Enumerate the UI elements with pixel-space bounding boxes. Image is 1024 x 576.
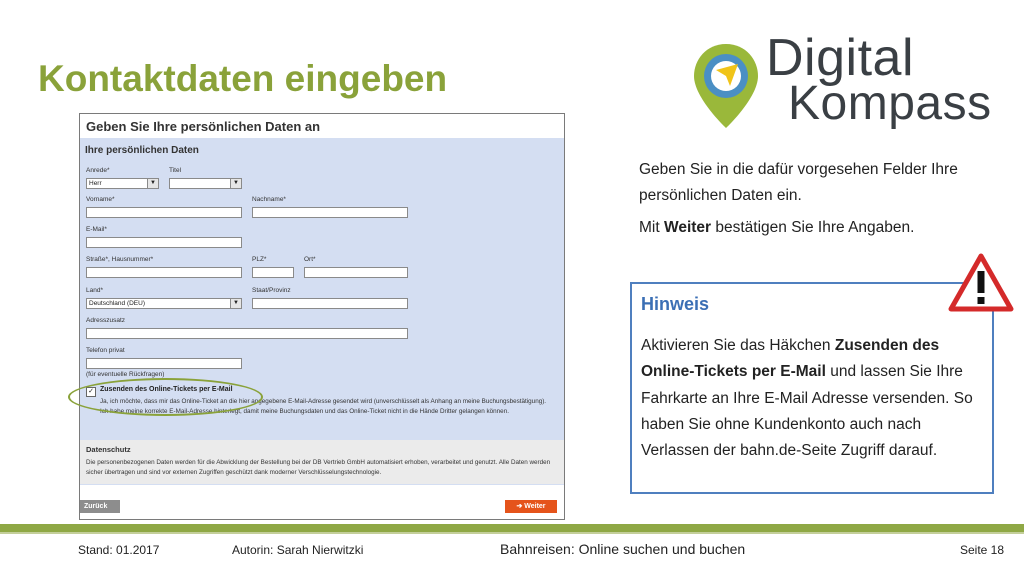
nachname-label: Nachname* <box>252 196 286 203</box>
hint-text-suffix: und lassen Sie Ihre Fahrkarte an Ihre E-Mail Adresse versenden. So haben Sie ohne Kundenkonto auch nach Verlassen der bahn.de-Seite Zugriff darauf. <box>641 363 973 460</box>
checkbox-description: Ja, ich möchte, dass mir das Online-Ticket an die hier angegebene E-Mail-Adresse gesendet wird (unverschlüsselt als Anhang an meine Buchungsbestätigung). Ich habe meine korrekte E-Mail-Adresse hinterlegt, damit meine Buchungsdaten und das Online-Ticket nicht in die Hände Dritter gelangen können. <box>100 398 547 415</box>
titel-select[interactable] <box>169 178 242 189</box>
hint-text-prefix: Aktivieren Sie das Häkchen <box>641 337 835 354</box>
nachname-input[interactable] <box>252 207 408 218</box>
ort-input[interactable] <box>304 267 408 278</box>
adresszusatz-label: Adresszusatz <box>86 317 126 324</box>
checkbox-label: Zusenden des Online-Tickets per E-Mail <box>100 386 233 393</box>
plz-input[interactable] <box>252 267 294 278</box>
land-label: Land* <box>86 287 103 294</box>
instruction-p2-bold: Weiter <box>663 219 712 236</box>
telefon-hint: (für eventuelle Rückfragen) <box>86 371 165 378</box>
chevron-down-icon: ▼ <box>230 179 241 188</box>
contact-form-screenshot <box>79 113 565 520</box>
logo-text-line1: Digital <box>766 29 914 87</box>
instruction-p2-suffix: bestätigen Sie Ihre Angaben. <box>711 219 915 236</box>
anrede-label: Anrede* <box>86 167 110 174</box>
slide-title: Kontaktdaten eingeben <box>38 58 448 99</box>
anrede-select[interactable] <box>86 178 159 189</box>
hint-title: Hinweis <box>641 294 710 314</box>
warning-icon <box>948 253 1014 313</box>
location-pin-icon <box>694 44 758 128</box>
strasse-input[interactable] <box>86 267 242 278</box>
ort-label: Ort* <box>304 256 316 263</box>
hint-box <box>630 282 994 494</box>
datenschutz-text: Die personenbezogenen Daten werden für die Abwicklung der Bestellung bei der DB Vertrieb GmbH automatisiert erhoben, verarbeitet und genutzt. Alle Daten werden sicher übertragen und sind vor externen Zugriffen geschützt dank moderner Verschlüsselungstechnologie. <box>86 459 551 476</box>
footer-stand: Stand: 01.2017 <box>78 543 160 557</box>
chevron-down-icon: ▼ <box>147 179 158 188</box>
footer-autorin: Autorin: Sarah Nierwitzki <box>232 543 364 557</box>
strasse-label: Straße*, Hausnummer* <box>86 256 154 263</box>
form-subheading: Ihre persönlichen Daten <box>85 145 199 156</box>
next-button[interactable] <box>505 500 557 513</box>
highlight-oval <box>68 378 263 416</box>
form-body <box>80 138 564 485</box>
chevron-down-icon: ▼ <box>230 299 241 308</box>
land-select[interactable] <box>86 298 242 309</box>
adresszusatz-input[interactable] <box>86 328 408 339</box>
telefon-label: Telefon privat <box>86 347 125 354</box>
footer-bar <box>0 524 1024 532</box>
next-button-label: Weiter <box>524 503 546 510</box>
titel-label: Titel <box>169 167 182 174</box>
footer-topic: Bahnreisen: Online suchen und buchen <box>500 541 746 557</box>
footer-bar-accent <box>0 532 1024 534</box>
telefon-input[interactable] <box>86 358 242 369</box>
instruction-p2-prefix: Mit <box>639 219 664 236</box>
staat-input[interactable] <box>252 298 408 309</box>
datenschutz-title: Datenschutz <box>86 445 131 454</box>
email-input[interactable] <box>86 237 242 248</box>
back-button-label: Zurück <box>84 503 108 510</box>
land-value: Deutschland (DEU) <box>89 300 145 307</box>
staat-label: Staat/Provinz <box>252 287 291 294</box>
form-heading: Geben Sie Ihre persönlichen Daten an <box>80 114 564 138</box>
instruction-paragraph-1: Geben Sie in die dafür vorgesehen Felder Ihre persönlichen Daten ein. <box>639 161 958 204</box>
vorname-input[interactable] <box>86 207 242 218</box>
arrow-right-icon: ➔ <box>516 503 525 510</box>
email-ticket-checkbox[interactable]: ✓ <box>86 387 96 397</box>
instruction-paragraph-2 <box>639 215 999 241</box>
hint-text <box>641 333 987 464</box>
logo-text-line2: Kompass <box>788 77 992 130</box>
vorname-label: Vorname* <box>86 196 115 203</box>
datenschutz-box <box>80 440 564 484</box>
footer-page-number: Seite 18 <box>960 543 1005 557</box>
plz-label: PLZ* <box>252 256 267 263</box>
email-label: E-Mail* <box>86 226 107 233</box>
anrede-value: Herr <box>89 180 102 187</box>
instruction-text <box>639 157 999 247</box>
hint-text-bold: Zusenden des Online-Tickets per E-Mail <box>641 337 940 381</box>
back-button[interactable] <box>80 500 120 513</box>
